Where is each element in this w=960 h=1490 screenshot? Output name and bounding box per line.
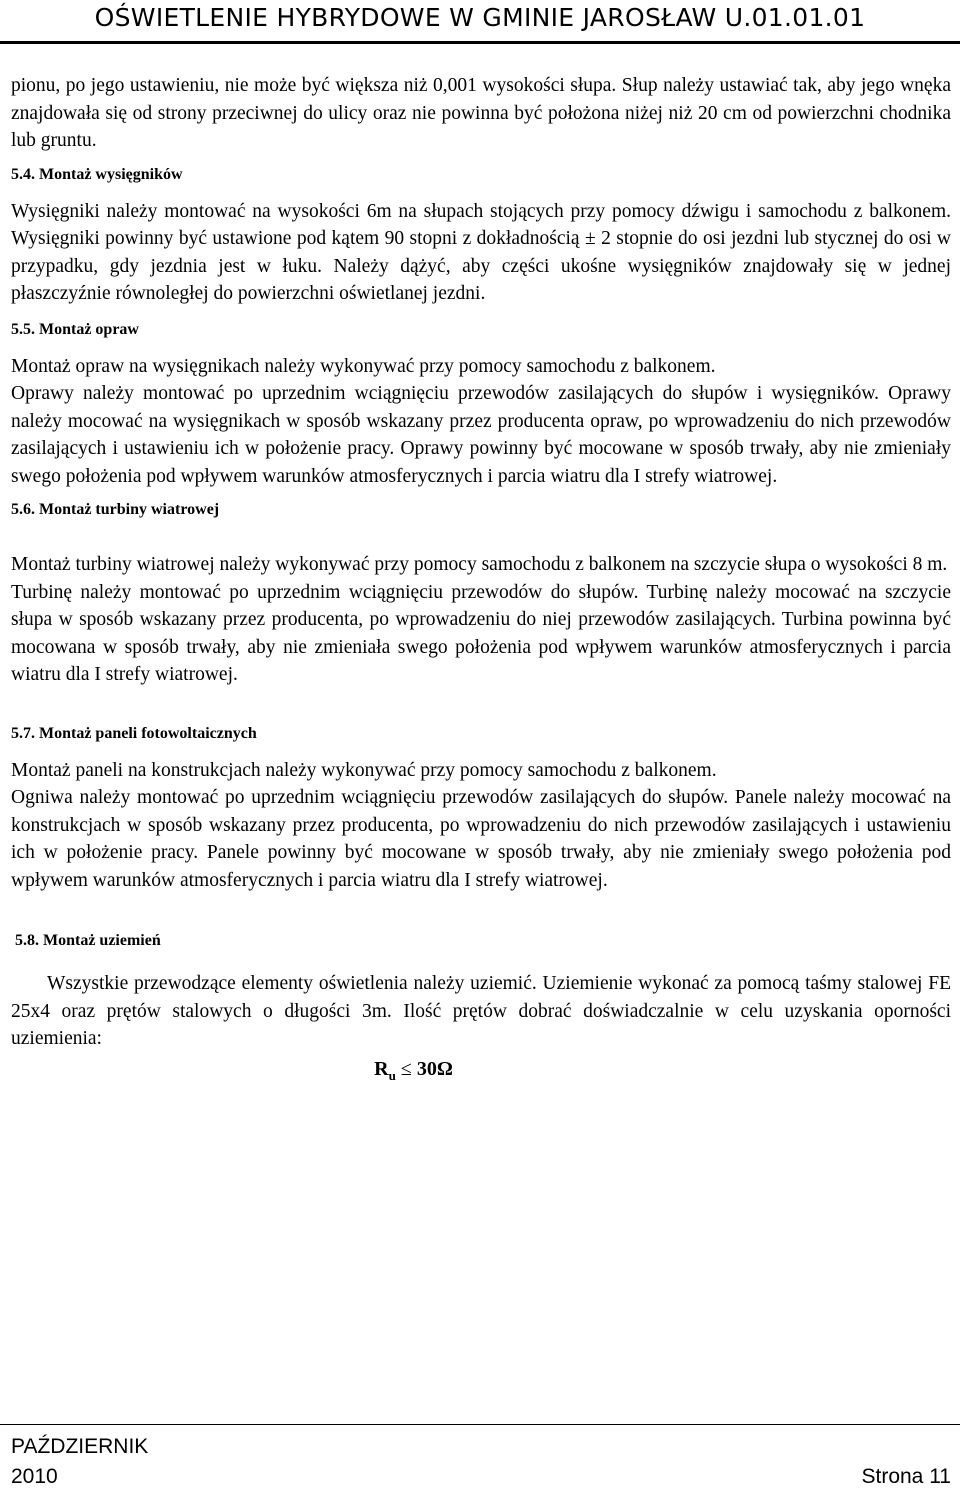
formula-value: 30Ω — [416, 1057, 453, 1080]
paragraph-intro: pionu, po jego ustawieniu, nie może być większa niż 0,001 wysokości słupa. Słup należy ustawiać tak, aby jego wnęka znajdowała się od strony przeciwnej do ulicy oraz nie powinna być położona niżej niż 20 cm od powierzchni chodnika lub gruntu. — [11, 75, 951, 151]
page-number: Strona 11 — [861, 1465, 951, 1488]
heading-5-8: 5.8. Montaż uziemień — [15, 932, 161, 949]
document-body — [11, 72, 951, 1090]
paragraph-5-6a: Montaż turbiny wiatrowej należy wykonywać przy pomocy samochodu z balkonem na szczycie słupa o wysokości 8 m. — [11, 554, 948, 575]
paragraph-5-6b: Turbinę należy montować po uprzednim wciągnięciu przewodów do słupów. Turbinę należy mocować na szczycie słupa w sposób wskazany przez producenta, po wprowadzeniu do niej przewodów zasilających. Turbina powinna być mocowana w sposób trwały, aby nie zmieniała swego położenia pod wpływem warunków atmosferycznych i parcia wiatru dla I strefy wiatrowej. — [11, 581, 951, 685]
paragraph-5-8: Wszystkie przewodzące elementy oświetlenia należy uziemić. Uziemienie wykonać za pomocą taśmy stalowej FE 25x4 oraz prętów stalowych o długości 3m. Ilość prętów dobrać doświadczalnie w celu uzyskania oporności uziemienia: — [11, 973, 951, 1049]
paragraph-5-4: Wysięgniki należy montować na wysokości 6m na słupach stojących przy pomocy dźwigu i samochodu z balkonem. Wysięgniki powinny być ustawione pod kątem 90 stopni z dokładnością ± 2 stopnie do osi jezdni lub stycznej do osi w przypadku, gdy jezdnia jest w łuku. Należy dążyć, aby części ukośne wysięgników znajdowały się w jednej płaszczyźnie równoległej do powierzchni oświetlanej jezdni. — [11, 200, 951, 304]
heading-5-6: 5.6. Montaż turbiny wiatrowej — [11, 501, 220, 518]
paragraph-5-5b: Oprawy należy montować po uprzednim wciągnięciu przewodów zasilających do słupów i wysięgników. Oprawy należy mocować na wysięgnikach w sposób wskazany przez producenta opraw, po wprowadzeniu do nich przewodów zasilających i ustawieniu ich w położenie pracy. Oprawy powinny być mocowane w sposób trwały, aby nie zmieniały swego położenia pod wpływem warunków atmosferycznych i parcia wiatru dla I strefy wiatrowej. — [11, 383, 951, 487]
footer-bottom-line — [11, 1464, 951, 1490]
footer-year: 2010 — [11, 1465, 58, 1488]
header-rule — [0, 41, 960, 44]
paragraph-5-7a: Montaż paneli na konstrukcjach należy wykonywać przy pomocy samochodu z balkonem. — [11, 759, 717, 781]
formula-operator: ≤ — [400, 1057, 412, 1080]
heading-5-5: 5.5. Montaż opraw — [11, 320, 139, 338]
footer-month: PAŹDZIERNIK — [11, 1435, 149, 1458]
grounding-resistance-formula — [0, 1055, 951, 1090]
footer-rule — [0, 1424, 960, 1425]
running-header: OŚWIETLENIE HYBRYDOWE W GMINIE JAROSŁAW U.01.01.01 — [94, 3, 866, 32]
paragraph-5-5a: Montaż opraw na wysięgnikach należy wykonywać przy pomocy samochodu z balkonem. — [11, 355, 716, 377]
formula-symbol: R — [374, 1057, 389, 1080]
heading-5-7: 5.7. Montaż paneli fotowoltaicznych — [11, 724, 257, 742]
formula-subscript: u — [388, 1067, 396, 1083]
paragraph-5-7b: Ogniwa należy montować po uprzednim wciągnięciu przewodów zasilających do słupów. Panele należy mocować na konstrukcjach w sposób wskazany przez producenta, po wprowadzeniu do nich przewodów zasilających i ustawieniu ich w położenie pracy. Panele powinny być mocowane w sposób trwały, aby nie zmieniały swego położenia pod wpływem warunków atmosferycznych i parcia wiatru dla I strefy wiatrowej. — [11, 787, 951, 891]
heading-5-4: 5.4. Montaż wysięgników — [11, 165, 183, 183]
